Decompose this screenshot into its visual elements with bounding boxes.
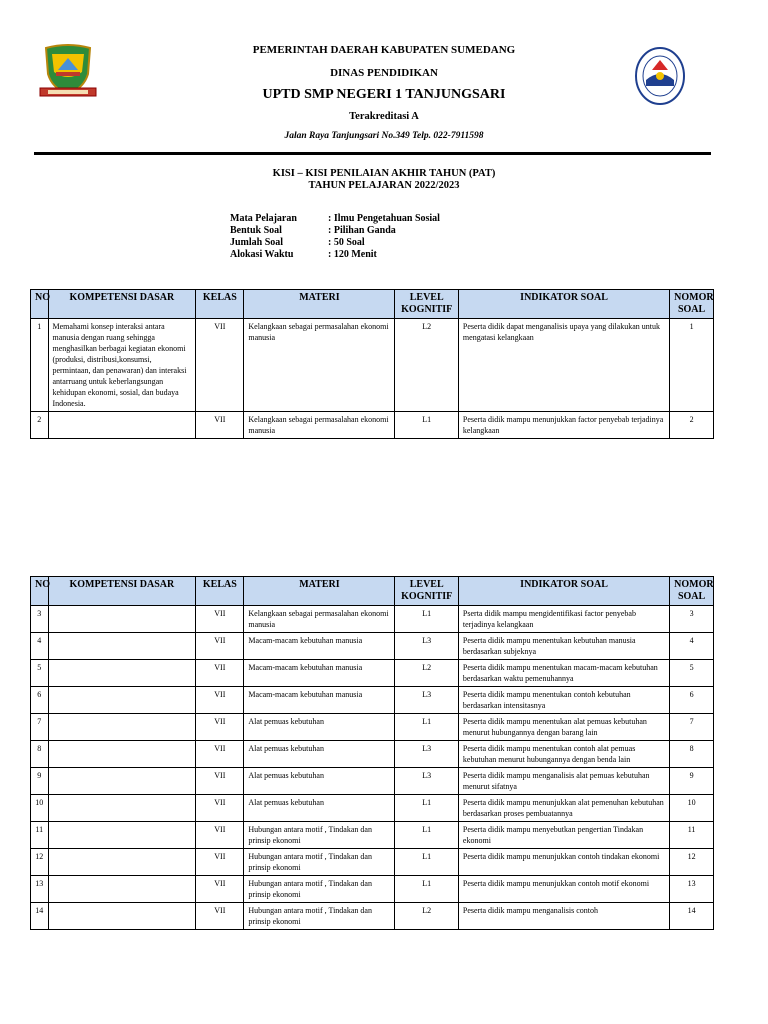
cell-materi: Hubungan antara motif , Tindakan dan prinsip ekonomi — [244, 849, 395, 876]
department-name: DINAS PENDIDIKAN — [330, 67, 438, 79]
cell-kompetensi-dasar — [48, 606, 196, 633]
cell-materi: Macam-macam kebutuhan manusia — [244, 687, 395, 714]
meta-value: : 50 Soal — [328, 237, 365, 248]
cell-no: 13 — [31, 876, 49, 903]
cell-nomor-soal: 14 — [670, 903, 714, 930]
cell-level-kognitif: L2 — [395, 660, 458, 687]
table-row — [31, 849, 714, 876]
cell-materi: Macam-macam kebutuhan manusia — [244, 660, 395, 687]
cell-level-kognitif: L3 — [395, 768, 458, 795]
header-indikator-soal: INDIKATOR SOAL — [458, 577, 669, 606]
header-no: NO — [31, 290, 49, 319]
cell-kompetensi-dasar — [48, 795, 196, 822]
cell-materi: Alat pemuas kebutuhan — [244, 741, 395, 768]
cell-no: 3 — [31, 606, 49, 633]
cell-kompetensi-dasar — [48, 633, 196, 660]
cell-materi: Kelangkaan sebagai permasalahan ekonomi manusia — [244, 606, 395, 633]
cell-materi: Kelangkaan sebagai permasalahan ekonomi manusia — [244, 319, 395, 412]
meta-value: : Ilmu Pengetahuan Sosial — [328, 213, 440, 224]
cell-nomor-soal: 11 — [670, 822, 714, 849]
cell-kompetensi-dasar — [48, 876, 196, 903]
header-indikator-soal: INDIKATOR SOAL — [458, 290, 669, 319]
cell-level-kognitif: L3 — [395, 741, 458, 768]
cell-indikator-soal: Peserta didik mampu menyebutkan pengertian Tindakan ekonomi — [458, 822, 669, 849]
cell-kelas: VII — [196, 768, 244, 795]
cell-no: 14 — [31, 903, 49, 930]
letterhead — [0, 0, 768, 160]
meta-row — [230, 237, 440, 249]
header-nomor-soal: NOMOR SOAL — [670, 577, 714, 606]
cell-materi: Hubungan antara motif , Tindakan dan prinsip ekonomi — [244, 822, 395, 849]
cell-kelas: VII — [196, 876, 244, 903]
cell-indikator-soal: Peserta didik mampu menentukan contoh alat pemuas kebutuhan menurut hubungannya dengan benda lain — [458, 741, 669, 768]
cell-nomor-soal: 3 — [670, 606, 714, 633]
cell-kelas: VII — [196, 822, 244, 849]
header-no: NO — [31, 577, 49, 606]
meta-value: : 120 Menit — [328, 249, 377, 260]
cell-indikator-soal: Peserta didik mampu menunjukkan contoh tindakan ekonomi — [458, 849, 669, 876]
cell-indikator-soal: Peserta didik mampu menentukan alat pemuas kebutuhan menurut hubungannya dengan barang lain — [458, 714, 669, 741]
header-kelas: KELAS — [196, 577, 244, 606]
cell-level-kognitif: L1 — [395, 849, 458, 876]
cell-kompetensi-dasar — [48, 714, 196, 741]
cell-no: 1 — [31, 319, 49, 412]
cell-kompetensi-dasar — [48, 741, 196, 768]
header-nomor-soal: NOMOR SOAL — [670, 290, 714, 319]
cell-indikator-soal: Peserta didik mampu menunjukkan alat pemenuhan kebutuhan berdasarkan proses pembuatannya — [458, 795, 669, 822]
table-row — [31, 319, 714, 412]
academic-year: TAHUN PELAJARAN 2022/2023 — [308, 180, 460, 191]
cell-materi: Hubungan antara motif , Tindakan dan prinsip ekonomi — [244, 903, 395, 930]
accreditation: Terakreditasi A — [349, 111, 419, 122]
cell-kelas: VII — [196, 849, 244, 876]
cell-level-kognitif: L1 — [395, 606, 458, 633]
cell-no: 2 — [31, 412, 49, 439]
cell-no: 10 — [31, 795, 49, 822]
cell-kompetensi-dasar — [48, 903, 196, 930]
kisi-table-page-1 — [30, 289, 714, 439]
meta-label: Mata Pelajaran — [230, 213, 297, 224]
cell-level-kognitif: L3 — [395, 687, 458, 714]
cell-indikator-soal: Peserta didik mampu menganalisis alat pemuas kebutuhan menurut sifatnya — [458, 768, 669, 795]
cell-nomor-soal: 6 — [670, 687, 714, 714]
cell-no: 6 — [31, 687, 49, 714]
cell-kelas: VII — [196, 633, 244, 660]
cell-kompetensi-dasar — [48, 412, 196, 439]
cell-kelas: VII — [196, 319, 244, 412]
cell-level-kognitif: L1 — [395, 412, 458, 439]
cell-level-kognitif: L1 — [395, 876, 458, 903]
table-row — [31, 687, 714, 714]
header-level-kognitif: LEVEL KOGNITIF — [395, 577, 458, 606]
table-row — [31, 768, 714, 795]
table-row — [31, 606, 714, 633]
kisi-table-page-2 — [30, 576, 714, 930]
cell-indikator-soal: Peserta didik mampu menentukan contoh kebutuhan berdasarkan intensitasnya — [458, 687, 669, 714]
cell-no: 8 — [31, 741, 49, 768]
cell-no: 4 — [31, 633, 49, 660]
meta-label: Jumlah Soal — [230, 237, 284, 248]
table-row — [31, 903, 714, 930]
government-name: PEMERINTAH DAERAH KABUPATEN SUMEDANG — [252, 44, 516, 56]
cell-level-kognitif: L1 — [395, 822, 458, 849]
cell-kelas: VII — [196, 903, 244, 930]
document-title: KISI – KISI PENILAIAN AKHIR TAHUN (PAT) — [272, 168, 496, 179]
cell-level-kognitif: L1 — [395, 795, 458, 822]
cell-kompetensi-dasar — [48, 768, 196, 795]
meta-row — [230, 213, 440, 225]
header-kompetensi-dasar: KOMPETENSI DASAR — [48, 577, 196, 606]
cell-indikator-soal: Peserta didik dapat menganalisis upaya yang dilakukan untuk mengatasi kelangkaan — [458, 319, 669, 412]
cell-kelas: VII — [196, 687, 244, 714]
cell-nomor-soal: 10 — [670, 795, 714, 822]
cell-materi: Kelangkaan sebagai permasalahan ekonomi manusia — [244, 412, 395, 439]
cell-nomor-soal: 4 — [670, 633, 714, 660]
cell-kompetensi-dasar: Memahami konsep interaksi antara manusia dengan ruang sehingga menghasilkan berbagai kegiatan ekonomi (produksi, distribusi,konsumsi, permintaan, dan penawaran) dan interaksi antarruang untuk keberlangsungan kehidupan ekonomi, sosial, dan budaya Indonesia. — [48, 319, 196, 412]
cell-no: 9 — [31, 768, 49, 795]
cell-kompetensi-dasar — [48, 687, 196, 714]
cell-indikator-soal: Peserta didik mampu menganalisis contoh — [458, 903, 669, 930]
cell-nomor-soal: 13 — [670, 876, 714, 903]
cell-level-kognitif: L1 — [395, 714, 458, 741]
cell-materi: Hubungan antara motif , Tindakan dan prinsip ekonomi — [244, 876, 395, 903]
header-materi: MATERI — [244, 577, 395, 606]
cell-kompetensi-dasar — [48, 660, 196, 687]
cell-materi: Alat pemuas kebutuhan — [244, 795, 395, 822]
cell-materi: Alat pemuas kebutuhan — [244, 714, 395, 741]
cell-kelas: VII — [196, 412, 244, 439]
exam-metadata — [230, 213, 440, 261]
cell-nomor-soal: 1 — [670, 319, 714, 412]
cell-kelas: VII — [196, 606, 244, 633]
cell-no: 11 — [31, 822, 49, 849]
cell-kelas: VII — [196, 714, 244, 741]
cell-level-kognitif: L3 — [395, 633, 458, 660]
table-header-row — [31, 577, 714, 606]
cell-kelas: VII — [196, 741, 244, 768]
cell-nomor-soal: 2 — [670, 412, 714, 439]
table-header-row — [31, 290, 714, 319]
table-row — [31, 412, 714, 439]
cell-indikator-soal: Peserta didik mampu menentukan kebutuhan manusia berdasarkan subjeknya — [458, 633, 669, 660]
cell-materi: Alat pemuas kebutuhan — [244, 768, 395, 795]
cell-materi: Macam-macam kebutuhan manusia — [244, 633, 395, 660]
school-name: UPTD SMP NEGERI 1 TANJUNGSARI — [262, 87, 506, 102]
table-row — [31, 633, 714, 660]
meta-row — [230, 249, 440, 261]
cell-no: 5 — [31, 660, 49, 687]
cell-kompetensi-dasar — [48, 849, 196, 876]
cell-kompetensi-dasar — [48, 822, 196, 849]
table-row — [31, 876, 714, 903]
cell-no: 12 — [31, 849, 49, 876]
cell-level-kognitif: L2 — [395, 903, 458, 930]
cell-level-kognitif: L2 — [395, 319, 458, 412]
table-row — [31, 660, 714, 687]
header-kompetensi-dasar: KOMPETENSI DASAR — [48, 290, 196, 319]
school-address: Jalan Raya Tanjungsari No.349 Telp. 022-7911598 — [284, 131, 484, 141]
cell-nomor-soal: 5 — [670, 660, 714, 687]
header-level-kognitif: LEVEL KOGNITIF — [395, 290, 458, 319]
table-row — [31, 741, 714, 768]
meta-row — [230, 225, 440, 237]
cell-no: 7 — [31, 714, 49, 741]
table-row — [31, 822, 714, 849]
cell-nomor-soal: 7 — [670, 714, 714, 741]
header-materi: MATERI — [244, 290, 395, 319]
meta-value: : Pilihan Ganda — [328, 225, 396, 236]
cell-nomor-soal: 9 — [670, 768, 714, 795]
meta-label: Alokasi Waktu — [230, 249, 294, 260]
table-row — [31, 714, 714, 741]
cell-nomor-soal: 8 — [670, 741, 714, 768]
cell-indikator-soal: Peserta didik mampu menentukan macam-macam kebutuhan berdasarkan waktu pemenuhannya — [458, 660, 669, 687]
meta-label: Bentuk Soal — [230, 225, 282, 236]
table-row — [31, 795, 714, 822]
cell-indikator-soal: Peserta didik mampu menunjukkan contoh motif ekonomi — [458, 876, 669, 903]
cell-kelas: VII — [196, 660, 244, 687]
cell-kelas: VII — [196, 795, 244, 822]
cell-indikator-soal: Peserta didik mampu menunjukkan factor penyebab terjadinya kelangkaan — [458, 412, 669, 439]
cell-nomor-soal: 12 — [670, 849, 714, 876]
letterhead-divider — [34, 152, 711, 155]
cell-indikator-soal: Pserta didik mampu mengidentifikasi factor penyebab terjadinya kelangkaan — [458, 606, 669, 633]
header-kelas: KELAS — [196, 290, 244, 319]
